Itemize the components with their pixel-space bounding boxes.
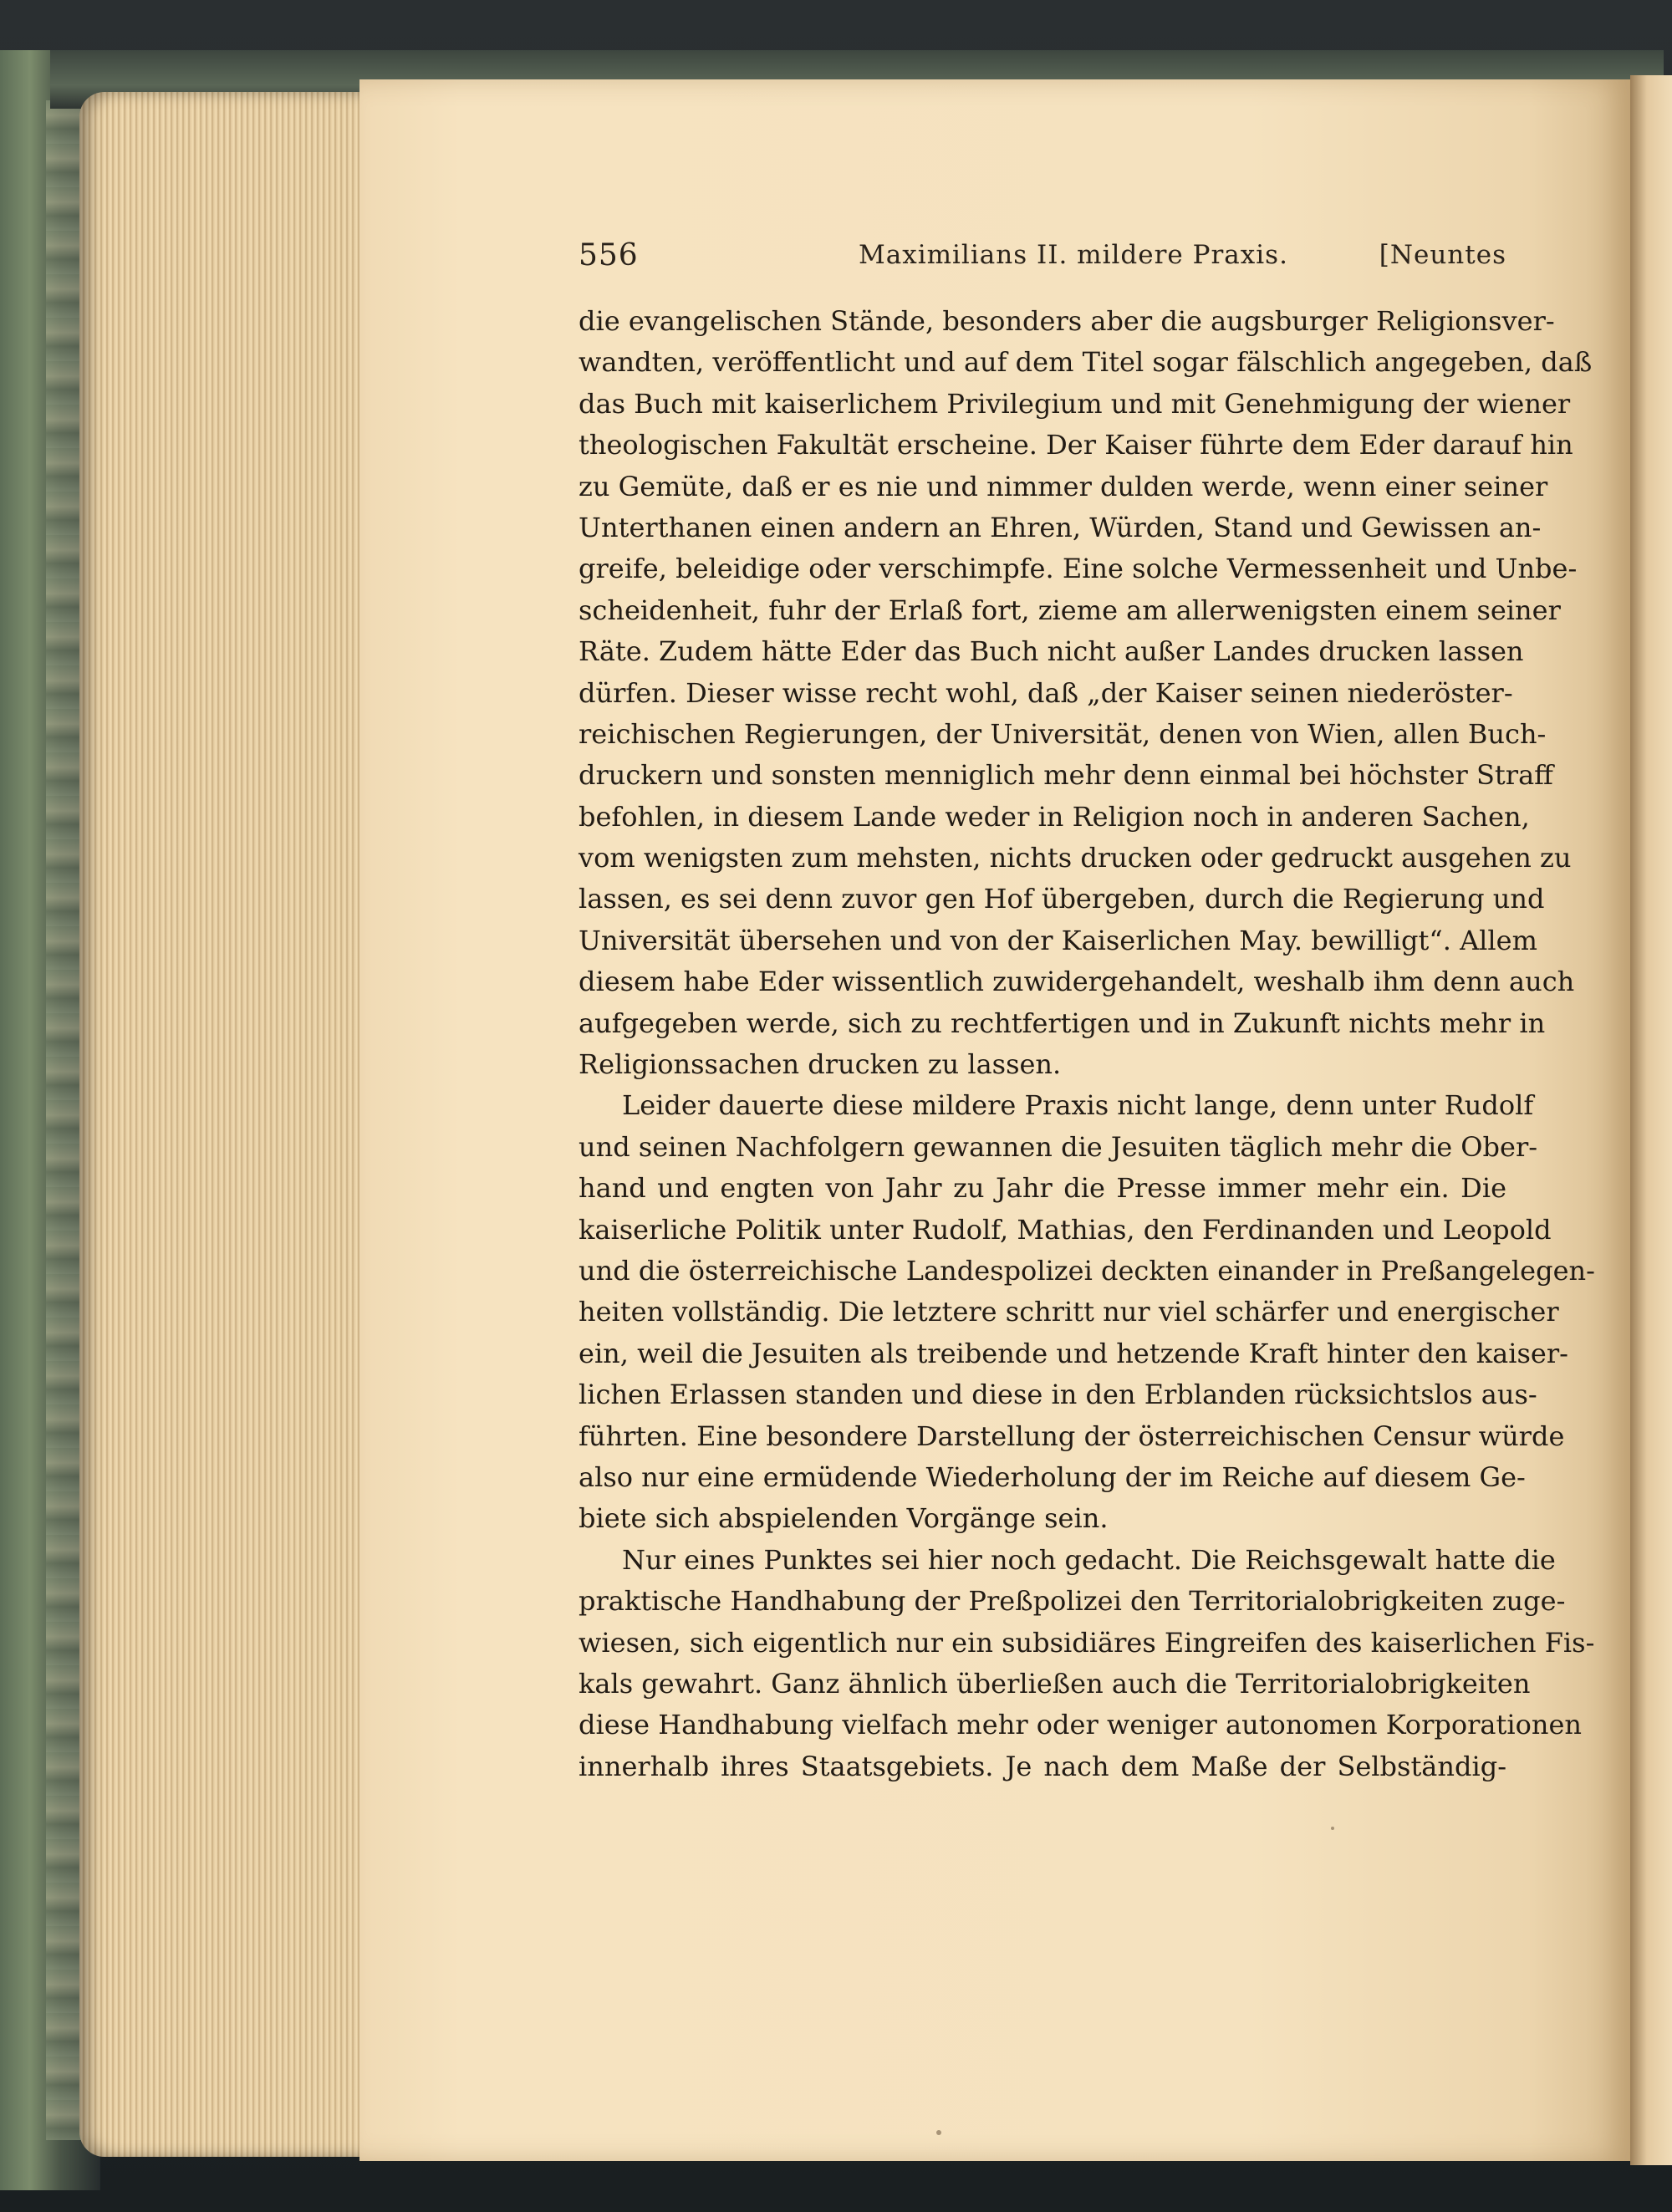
running-head: Maximilians II. mildere Praxis. (859, 240, 1288, 270)
text-line: also nur eine ermüdende Wiederholung der im Reiche auf diesem Ge- (579, 1460, 1526, 1493)
text-line: das Buch mit kaiserlichem Privilegium und mit Genehmigung der wiener (579, 387, 1571, 420)
text-line: und seinen Nachfolgern gewannen die Jesuiten täglich mehr die Ober- (579, 1130, 1538, 1163)
text-line: aufgegeben werde, sich zu rechtfertigen und in Zukunft nichts mehr in (579, 1007, 1546, 1039)
page-header (579, 238, 1506, 280)
text-line: scheidenheit, fuhr der Erlaß fort, zieme am allerwenigsten einem seiner (579, 594, 1561, 626)
text-line: diesem habe Eder wissentlich zuwidergehandelt, weshalb ihm denn auch (579, 966, 1575, 998)
text-line: greife, beleidige oder verschimpfe. Eine solche Vermessenheit und Unbe- (579, 553, 1578, 585)
text-line: wiesen, sich eigentlich nur ein subsidiäres Eingreifen des kaiserlichen Fis- (579, 1626, 1595, 1659)
text-line: befohlen, in diesem Lande weder in Religion noch in anderen Sachen, (579, 800, 1530, 833)
text-line: innerhalb ihres Staatsgebiets. Je nach dem Maße der Selbständig- (579, 1750, 1506, 1782)
facing-page-gutter (1630, 75, 1672, 2165)
text-line: dürfen. Dieser wisse recht wohl, daß „der Kaiser seinen niederöster- (579, 676, 1513, 709)
paragraph-start-line: Nur eines Punktes sei hier noch gedacht. Die Reichsgewalt hatte die (622, 1543, 1556, 1576)
text-line: heiten vollständig. Die letztere schritt nur viel schärfer und energischer (579, 1296, 1559, 1328)
text-line: Räte. Zudem hätte Eder das Buch nicht außer Landes drucken lassen (579, 635, 1524, 668)
text-line: Universität übersehen und von der Kaiserlichen May. bewilligt“. Allem (579, 924, 1537, 956)
text-line: Unterthanen einen andern an Ehren, Würden, Stand und Gewissen an- (579, 511, 1542, 543)
text-line: Religionssachen drucken zu lassen. (579, 1048, 1062, 1081)
text-line: führten. Eine besondere Darstellung der österreichischen Censur würde (579, 1419, 1565, 1452)
text-line: wandten, veröffentlicht und auf dem Titel sogar fälschlich angegeben, daß (579, 346, 1593, 379)
page-number: 556 (579, 238, 639, 273)
text-line: diese Handhabung vielfach mehr oder weniger autonomen Korporationen (579, 1709, 1582, 1741)
text-line: lassen, es sei denn zuvor gen Hof übergeben, durch die Regierung und (579, 883, 1545, 915)
text-line: kals gewahrt. Ganz ähnlich überließen auch die Territorialobrigkeiten (579, 1667, 1531, 1700)
text-line: biete sich abspielenden Vorgänge sein. (579, 1502, 1109, 1535)
text-line: vom wenigsten zum mehsten, nichts drucken oder gedruckt ausgehen zu (579, 842, 1572, 874)
text-line: lichen Erlassen standen und diese in den Erblanden rücksichtslos aus- (579, 1379, 1537, 1411)
text-line: hand und engten von Jahr zu Jahr die Presse immer mehr ein. Die (579, 1172, 1506, 1205)
page-stack-edges (79, 92, 364, 2157)
text-line: praktische Handhabung der Preßpolizei den Territorialobrigkeiten zuge- (579, 1585, 1566, 1618)
paper-speck (936, 2130, 941, 2135)
text-line: und die österreichische Landespolizei deckten einander in Preßangelegen- (579, 1254, 1595, 1287)
chapter-tag: [Neuntes (1379, 240, 1506, 270)
text-line: ein, weil die Jesuiten als treibende und hetzende Kraft hinter den kaiser- (579, 1337, 1568, 1369)
text-line: zu Gemüte, daß er es nie und nimmer dulden werde, wenn einer seiner (579, 470, 1548, 502)
text-line: kaiserliche Politik unter Rudolf, Mathias, den Ferdinanden und Leopold (579, 1213, 1552, 1246)
paper-speck (1331, 1827, 1334, 1830)
text-line: theologischen Fakultät erscheine. Der Kaiser führte dem Eder darauf hin (579, 429, 1573, 461)
text-line: druckern und sonsten menniglich mehr denn einmal bei höchster Straff (579, 759, 1553, 792)
paragraph-start-line: Leider dauerte diese mildere Praxis nicht lange, denn unter Rudolf (622, 1089, 1534, 1122)
body-text (579, 301, 1595, 1787)
text-line: reichischen Regierungen, der Universität, denen von Wien, allen Buch- (579, 717, 1547, 750)
text-line: die evangelischen Stände, besonders aber die augsburger Religionsver- (579, 305, 1555, 337)
